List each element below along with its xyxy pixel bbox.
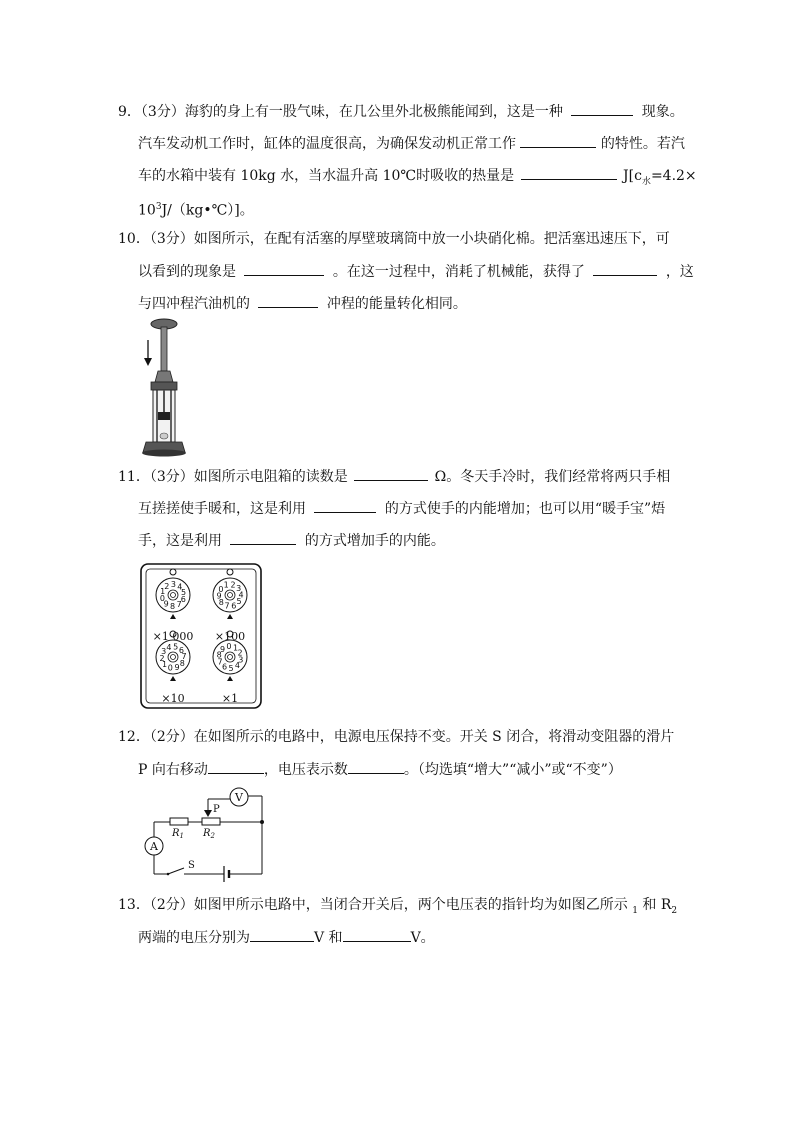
q10-text: 。在这一过程中，消耗了机械能，获得了 [332, 264, 585, 280]
dial-digit: 9 [216, 591, 222, 601]
q13-blank-2[interactable] [343, 927, 411, 942]
dial-digit: 1 [162, 660, 168, 670]
dial-digit: 8 [218, 597, 224, 607]
dial-digit: 6 [180, 594, 186, 604]
circuit-figure [138, 786, 270, 884]
dial-digit: 6 [221, 662, 228, 672]
q12-text: 。（均选填“增大”“减小”或“不变”） [403, 762, 622, 778]
dial-digit: 0 [226, 642, 232, 652]
dial-digit: 2 [230, 580, 236, 590]
dial-digit: 2 [159, 653, 165, 663]
q9-text: 9．（3分）海豹的身上有一股气味，在几公里外北极熊能闻到，这是一种 [118, 104, 563, 120]
dial-digit: 1 [160, 587, 166, 597]
voltmeter-label: V [235, 791, 243, 804]
dial-digit: 3 [161, 647, 167, 657]
q12-blank-1[interactable] [208, 759, 264, 774]
q9-blank-1[interactable] [571, 101, 633, 116]
dial-digit: 0 [218, 584, 224, 594]
dial-digit: 7 [181, 652, 187, 662]
q13-line-1 [118, 895, 677, 921]
q11-text: 11．（3分）如图所示电阻箱的读数是 [118, 469, 348, 485]
q12-line-1 [118, 727, 674, 747]
dial-hole [227, 569, 233, 575]
dial-label-1: ×1 [221, 692, 239, 705]
dial-digit: 8 [216, 650, 222, 660]
dial-digit: 1 [232, 643, 239, 653]
dial-digit: 5 [181, 588, 187, 597]
q9-blank-2[interactable] [520, 133, 596, 148]
q9-line-2 [138, 133, 685, 154]
q9-blank-3[interactable] [521, 165, 617, 180]
dial-digit: 3 [238, 655, 244, 665]
q9-text: 10 [138, 202, 156, 219]
q12-blank-2[interactable] [348, 759, 404, 774]
q10-blank-3[interactable] [258, 293, 318, 308]
dial-digit: 0 [167, 663, 173, 673]
dial-digit: 6 [178, 645, 184, 655]
q13-text: 13．（2分）如图甲所示电路中，当闭合开关后，两个电压表的指针均为如图乙所示 [118, 897, 628, 913]
dial-digit: 4 [177, 582, 183, 592]
dial-digit: 9 [163, 599, 169, 609]
q11-blank-1[interactable] [354, 466, 428, 481]
q13-text: 两端的电压分别为 [138, 930, 250, 946]
q10-text: 与四冲程汽油机的 [138, 296, 250, 312]
q11-blank-3[interactable] [230, 530, 296, 545]
q12-text: ，电压表示数 [263, 762, 348, 778]
q11-line-3 [138, 530, 445, 551]
q13-subscript: 2 [671, 905, 678, 916]
q12-text: P 向右移动 [138, 762, 208, 778]
q11-text: 的方式使手的内能增加；也可以用“暖手宝”焐 [384, 501, 666, 517]
q10-line-1 [118, 229, 670, 249]
q9-superscript: 3 [155, 202, 162, 212]
q11-line-1 [118, 466, 670, 487]
q13-line-2 [138, 927, 435, 948]
q10-blank-2[interactable] [593, 261, 657, 276]
dial-digit: 7 [176, 600, 182, 610]
q9-text: =4.2× [650, 168, 697, 184]
dial-digit: 5 [236, 597, 242, 607]
dial-digit: 5 [173, 642, 179, 652]
dial-label-100: ×100 [214, 630, 246, 643]
q12-text: 12．（2分）在如图所示的电路中，电源电压保持不变。开关 S 闭合，将滑动变阻器的滑片 [118, 729, 675, 745]
q10-text: 以看到的现象是 [138, 264, 236, 280]
dial-hole [170, 569, 176, 575]
resistance-box-figure [140, 563, 262, 709]
q10-line-2 [138, 261, 694, 282]
dial-digit: 4 [166, 642, 172, 652]
q13-blank-1[interactable] [250, 927, 314, 942]
ammeter-label: A [150, 840, 158, 853]
dial-label-10: ×10 [161, 692, 185, 705]
q13-text: V 和 [314, 930, 343, 946]
q10-text: ，这 [665, 264, 694, 280]
piston-tube-figure [140, 316, 190, 458]
dial-digit: 7 [224, 601, 230, 611]
dial-digit: 1 [223, 580, 229, 590]
dial-label-1000: ×1 000 [152, 630, 194, 643]
dial-digit: 8 [179, 658, 185, 668]
q11-text: 互搓搓使手暖和，这是利用 [138, 501, 306, 517]
q9-text: 汽车发动机工作时，缸体的温度很高，为确保发动机正常工作 [138, 136, 516, 152]
q11-text: 的方式增加手的内能。 [304, 533, 445, 549]
dial-digit: 9 [174, 663, 180, 673]
q9-text: J/（kg•℃）]。 [161, 202, 254, 219]
dial-digit: 0 [159, 594, 165, 603]
q10-text: 10．（3分）如图所示，在配有活塞的厚壁玻璃筒中放一小块硝化棉。把活塞迅速压下，可 [118, 231, 670, 247]
q9-line-1 [118, 101, 684, 122]
dial-digit: 3 [170, 580, 176, 589]
q11-line-2 [138, 498, 665, 519]
q13-text: 和 R [642, 897, 672, 913]
dial-digit: 5 [228, 663, 234, 673]
dial-digit: 8 [170, 602, 176, 611]
q10-blank-1[interactable] [244, 261, 324, 276]
q11-text: 手，这是利用 [138, 533, 222, 549]
q10-text: 冲程的能量转化相同。 [326, 296, 467, 312]
dial-digit: 3 [236, 584, 242, 594]
q13-subscript: 1 [632, 905, 638, 916]
dial-digit: 4 [238, 590, 244, 600]
q11-text: Ω。冬天手冷时，我们经常将两只手相 [434, 469, 671, 485]
r1-label: $R_1$ [172, 828, 184, 840]
q9-text: J[c [623, 168, 642, 184]
dial-digit: 9 [220, 644, 226, 654]
dial-digit: 2 [164, 581, 170, 591]
q9-line-3 [138, 165, 697, 192]
switch-label: S [188, 860, 195, 871]
q13-text: V。 [410, 930, 435, 946]
r2-label: $R_2$ [203, 828, 215, 840]
dial-digit: 2 [237, 648, 243, 658]
dial-digit: 7 [217, 657, 223, 667]
q12-line-2 [138, 759, 622, 780]
q9-text: 的特性。若汽 [600, 136, 685, 152]
dial-digit: 6 [231, 601, 237, 611]
q9-text: 现象。 [641, 104, 684, 120]
dial-digit: 4 [234, 661, 240, 671]
slider-label: P [213, 804, 220, 815]
q9-text: 车的水箱中装有 10kg 水，当水温升高 10℃时吸收的热量是 [138, 168, 515, 184]
q10-line-3 [138, 293, 467, 314]
q11-blank-2[interactable] [314, 498, 376, 513]
q9-line-4 [138, 197, 254, 221]
q9-subscript: 水 [641, 176, 651, 187]
